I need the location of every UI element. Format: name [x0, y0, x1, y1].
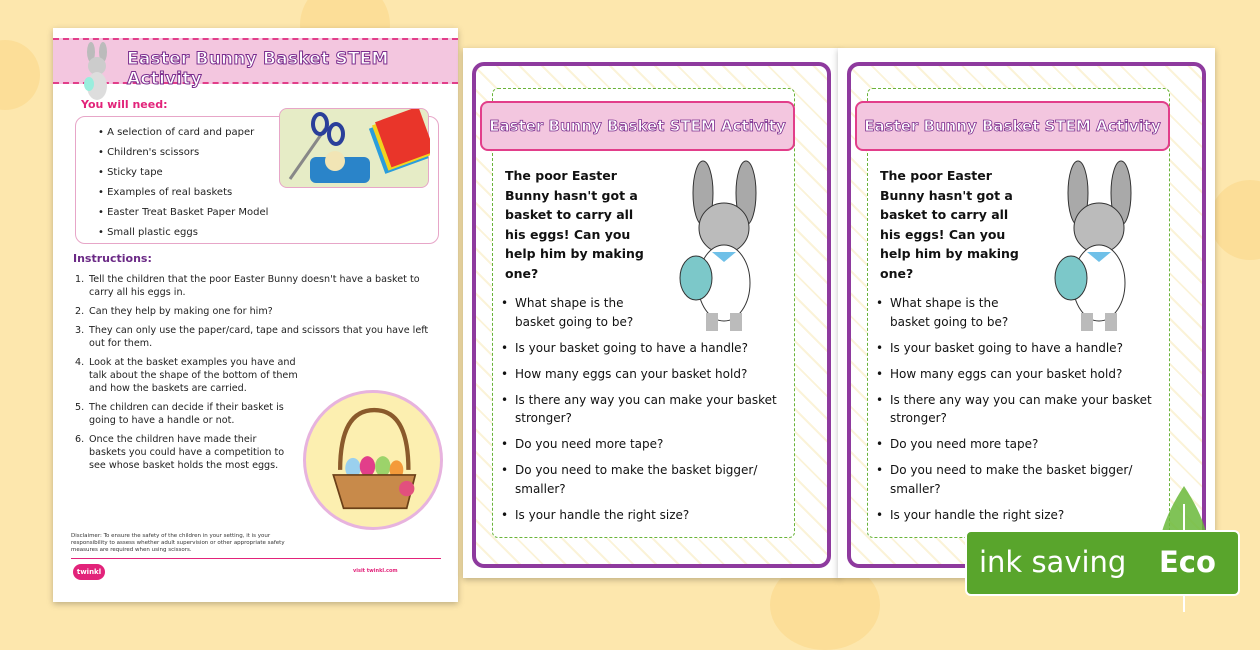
- instruction-step: [75, 433, 285, 472]
- need-item: • Easter Treat Basket Paper Model: [98, 203, 438, 223]
- step-text: Tell the children that the poor Easter Bunny doesn't have a basket to carry all his eggs in.: [89, 274, 420, 298]
- step-number: 5.: [75, 402, 85, 413]
- question-item: • Is your handle the right size?: [876, 506, 1156, 525]
- instruction-step: [75, 356, 315, 395]
- instruction-step: [75, 401, 290, 427]
- question-list: [876, 294, 1156, 532]
- need-item: • Children's scissors: [98, 143, 438, 163]
- step-text: The children can decide if their basket is going to have a handle or not.: [89, 402, 284, 426]
- instruction-step: [75, 273, 435, 299]
- basket-image: [303, 390, 443, 530]
- card-intro: The poor Easter Bunny hasn't got a basket to carry all his eggs! Can you help him by making one?: [505, 168, 644, 281]
- question-card-1: [463, 48, 840, 578]
- eco-label: Eco: [1159, 545, 1216, 579]
- twinkl-logo: twinkl: [73, 564, 105, 580]
- step-number: 2.: [75, 306, 85, 317]
- scissors-tape-paper-icon: [280, 109, 430, 189]
- card-title: Easter Bunny Basket STEM Activity: [480, 101, 795, 151]
- question-item: • Do you need more tape?: [501, 435, 781, 454]
- need-item: • A selection of card and paper: [98, 123, 438, 143]
- supplies-image: [279, 108, 429, 188]
- question-item: • Do you need to make the basket bigger/ smaller?: [501, 461, 781, 498]
- activity-sheet: [53, 28, 458, 602]
- bunny-icon: [77, 42, 117, 104]
- question-item: • Is your basket going to have a handle?: [501, 339, 781, 358]
- egg-basket-icon: [306, 393, 440, 527]
- eco-badge: [965, 530, 1240, 596]
- step-text: Look at the basket examples you have and talk about the shape of the bottom of them and how the baskets are carried.: [89, 357, 298, 394]
- question-item: • How many eggs can your basket hold?: [876, 365, 1156, 384]
- need-item: • Examples of real baskets: [98, 183, 438, 203]
- question-item: • What shape is the basket going to be?: [501, 294, 651, 331]
- question-item: • Is there any way you can make your basket stronger?: [876, 391, 1156, 428]
- question-list: [501, 294, 781, 532]
- step-number: 4.: [75, 357, 85, 368]
- step-text: Once the children have made their baskets you could have a competition to see whose basket holds the most eggs.: [89, 434, 285, 471]
- step-text: Can they help by making one for him?: [89, 306, 273, 317]
- visit-link[interactable]: visit twinkl.com: [353, 568, 398, 574]
- card-intro: The poor Easter Bunny hasn't got a basket to carry all his eggs! Can you help him by making one?: [880, 168, 1019, 281]
- question-item: • What shape is the basket going to be?: [876, 294, 1026, 331]
- need-item: • Sticky tape: [98, 163, 438, 183]
- instruction-step: [75, 324, 435, 350]
- need-heading: You will need:: [81, 98, 168, 111]
- card-title: Easter Bunny Basket STEM Activity: [855, 101, 1170, 151]
- question-item: • Is there any way you can make your basket stronger?: [501, 391, 781, 428]
- footer-divider: [71, 558, 441, 559]
- instructions-heading: Instructions:: [73, 252, 152, 265]
- question-item: • Is your handle the right size?: [501, 506, 781, 525]
- question-item: • Do you need to make the basket bigger/ smaller?: [876, 461, 1156, 498]
- title-banner: [53, 38, 458, 89]
- step-number: 1.: [75, 274, 85, 285]
- step-number: 6.: [75, 434, 85, 445]
- sheet-title: Easter Bunny Basket STEM Activity: [127, 49, 389, 89]
- question-item: • Is your basket going to have a handle?: [876, 339, 1156, 358]
- ink-saving-label: ink saving: [979, 545, 1127, 579]
- need-item: • Small plastic eggs: [98, 223, 438, 243]
- question-item: • Do you need more tape?: [876, 435, 1156, 454]
- step-number: 3.: [75, 325, 85, 336]
- question-item: • How many eggs can your basket hold?: [501, 365, 781, 384]
- instruction-step: [75, 305, 435, 318]
- disclaimer: Disclaimer: To ensure the safety of the children in your setting, it is your responsibility to assess whether adult supervision or other appropriate safety measures are required when using scissors.: [71, 533, 285, 553]
- step-text: They can only use the paper/card, tape and scissors that you have left out for them.: [89, 325, 429, 349]
